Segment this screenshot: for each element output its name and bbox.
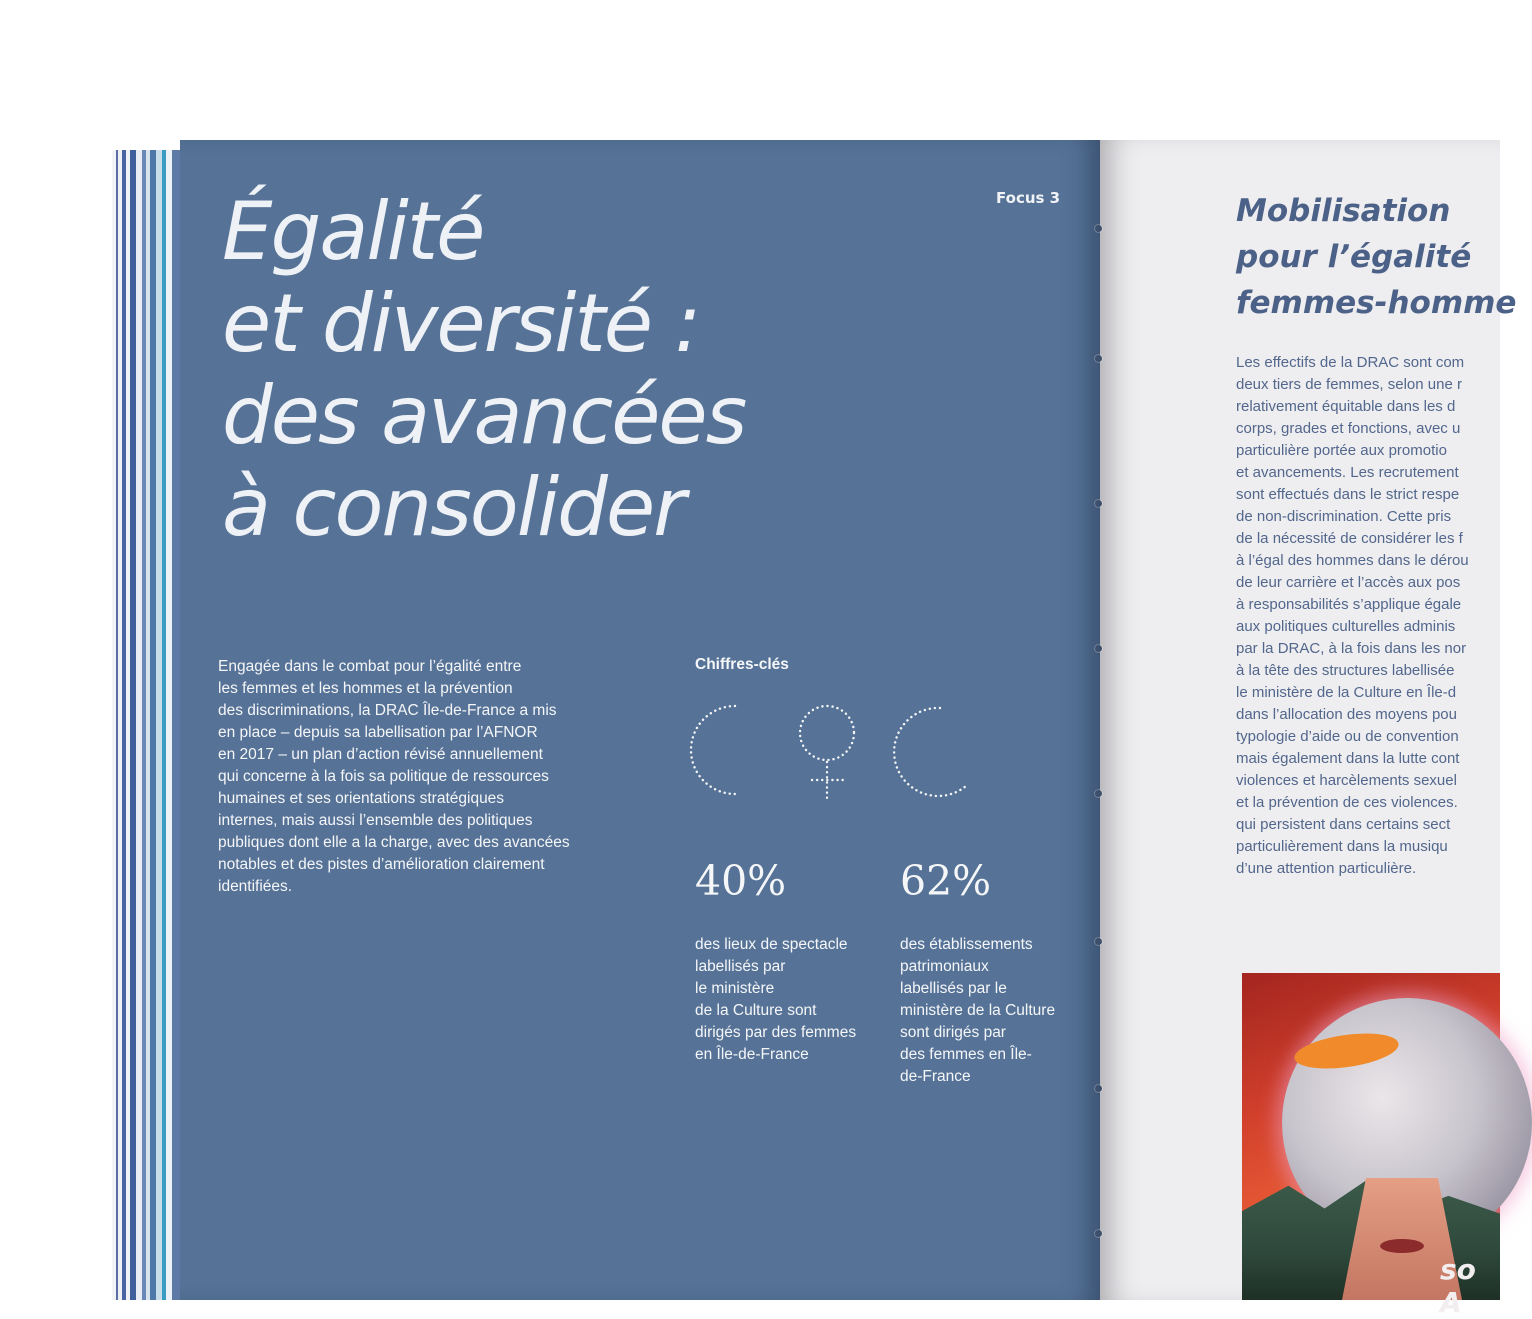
stitch <box>1095 225 1102 232</box>
intro-line: humaines et ses orientations stratégiques <box>218 790 505 807</box>
body-line: de leur carrière et l’accès aux pos <box>1236 574 1461 591</box>
poster-image <box>1242 973 1500 1319</box>
body-line: le ministère de la Culture en Île-d <box>1236 684 1457 701</box>
intro-line: publiques dont elle a la charge, avec des avancées <box>218 834 570 851</box>
body-line: sont effectués dans le strict respe <box>1236 486 1460 503</box>
body-line: Les effectifs de la DRAC sont com <box>1236 354 1465 371</box>
poster-text: so A <box>1440 1253 1476 1319</box>
focus-label: Focus 3 <box>996 189 1061 207</box>
stitch <box>1095 790 1102 797</box>
stitch <box>1095 645 1102 652</box>
body-line: à l’égal des hommes dans le dérou <box>1236 552 1469 569</box>
stitch <box>1095 938 1102 945</box>
intro-line: Engagée dans le combat pour l’égalité entre <box>218 658 522 675</box>
stat-description-line: des lieux de spectacle <box>695 936 848 953</box>
stat-description-line: labellisés par <box>695 958 786 975</box>
body-line: relativement équitable dans les d <box>1236 398 1456 415</box>
binding-stitches <box>1092 210 1108 1250</box>
body-line: dans l’allocation des moyens pou <box>1236 706 1457 723</box>
body-line: qui persistent dans certains sect <box>1236 816 1451 833</box>
stat-description-line: des femmes en Île- <box>900 1046 1032 1063</box>
stitch <box>1095 500 1102 507</box>
body-line: d’une attention particulière. <box>1236 860 1417 877</box>
stitch <box>1095 1085 1102 1092</box>
stat-description-line: ministère de la Culture <box>900 1002 1056 1019</box>
intro-line: internes, mais aussi l’ensemble des politiques <box>218 812 533 829</box>
stat-description-line: de la Culture sont <box>695 1002 817 1019</box>
intro-line: notables et des pistes d’amélioration clairement <box>218 856 545 873</box>
title-line: à consolider <box>222 461 685 554</box>
intro-line: des discriminations, la DRAC Île-de-France a mis <box>218 702 557 719</box>
intro-line: qui concerne à la fois sa politique de ressources <box>218 768 549 785</box>
stat-description-2 <box>900 934 1055 1088</box>
right-title-line: femmes-homme <box>1236 285 1517 321</box>
intro-line: les femmes et les hommes et la prévention <box>218 680 513 697</box>
body-line: à la tête des structures labellisée <box>1236 662 1455 679</box>
stat-description-line: des établissements <box>900 936 1033 953</box>
stat-value-1: 40% <box>695 857 787 905</box>
body-line: et avancements. Les recrutement <box>1236 464 1459 481</box>
intro-line: en 2017 – un plan d’action révisé annuellement <box>218 746 543 763</box>
open-circle-arc-icon <box>690 700 750 800</box>
stat-description-line: de-France <box>900 1068 971 1085</box>
stitch <box>1095 355 1102 362</box>
body-line: par la DRAC, à la fois dans les nor <box>1236 640 1467 657</box>
stat-description-line: en Île-de-France <box>695 1046 809 1063</box>
right-title-line: pour l’égalité <box>1236 239 1472 275</box>
venus-symbol-icon <box>792 700 862 800</box>
stat-description-line: patrimoniaux <box>900 958 989 975</box>
body-line: de non-discrimination. Cette pris <box>1236 508 1452 525</box>
body-line: à responsabilités s’applique égale <box>1236 596 1462 613</box>
body-line: particulière portée aux promotio <box>1236 442 1447 459</box>
intro-line: identifiées. <box>218 878 293 895</box>
stat-description-1 <box>695 934 856 1066</box>
intro-line: en place – depuis sa labellisation par l’AFNOR <box>218 724 538 741</box>
body-line: de la nécessité de considérer les f <box>1236 530 1463 547</box>
body-line: aux politiques culturelles adminis <box>1236 618 1456 635</box>
stat-description-line: dirigés par des femmes <box>695 1024 857 1041</box>
crescent-arc-icon <box>896 702 976 802</box>
stitch <box>1095 1230 1102 1237</box>
page-title <box>222 186 745 554</box>
title-line: des avancées <box>222 369 746 462</box>
body-line: violences et harcèlements sexuel <box>1236 772 1457 789</box>
body-line: deux tiers de femmes, selon une r <box>1236 376 1462 393</box>
key-figures-title: Chiffres-clés <box>695 656 789 673</box>
right-page-body <box>1236 352 1469 880</box>
body-line: typologie d’aide ou de convention <box>1236 728 1459 745</box>
body-line: mais également dans la lutte cont <box>1236 750 1460 767</box>
body-line: corps, grades et fonctions, avec u <box>1236 420 1461 437</box>
body-line: et la prévention de ces violences. <box>1236 794 1458 811</box>
body-line: particulièrement dans la musiqu <box>1236 838 1448 855</box>
title-line: et diversité : <box>222 277 700 370</box>
poster-lips <box>1380 1239 1424 1253</box>
stat-description-line: sont dirigés par <box>900 1024 1006 1041</box>
right-page-title <box>1236 188 1516 326</box>
title-line: Égalité <box>222 185 484 278</box>
stat-description-line: le ministère <box>695 980 775 997</box>
stat-description-line: labellisés par le <box>900 980 1007 997</box>
intro-paragraph <box>218 656 618 898</box>
right-title-line: Mobilisation <box>1236 193 1451 229</box>
stat-value-2: 62% <box>900 857 992 905</box>
